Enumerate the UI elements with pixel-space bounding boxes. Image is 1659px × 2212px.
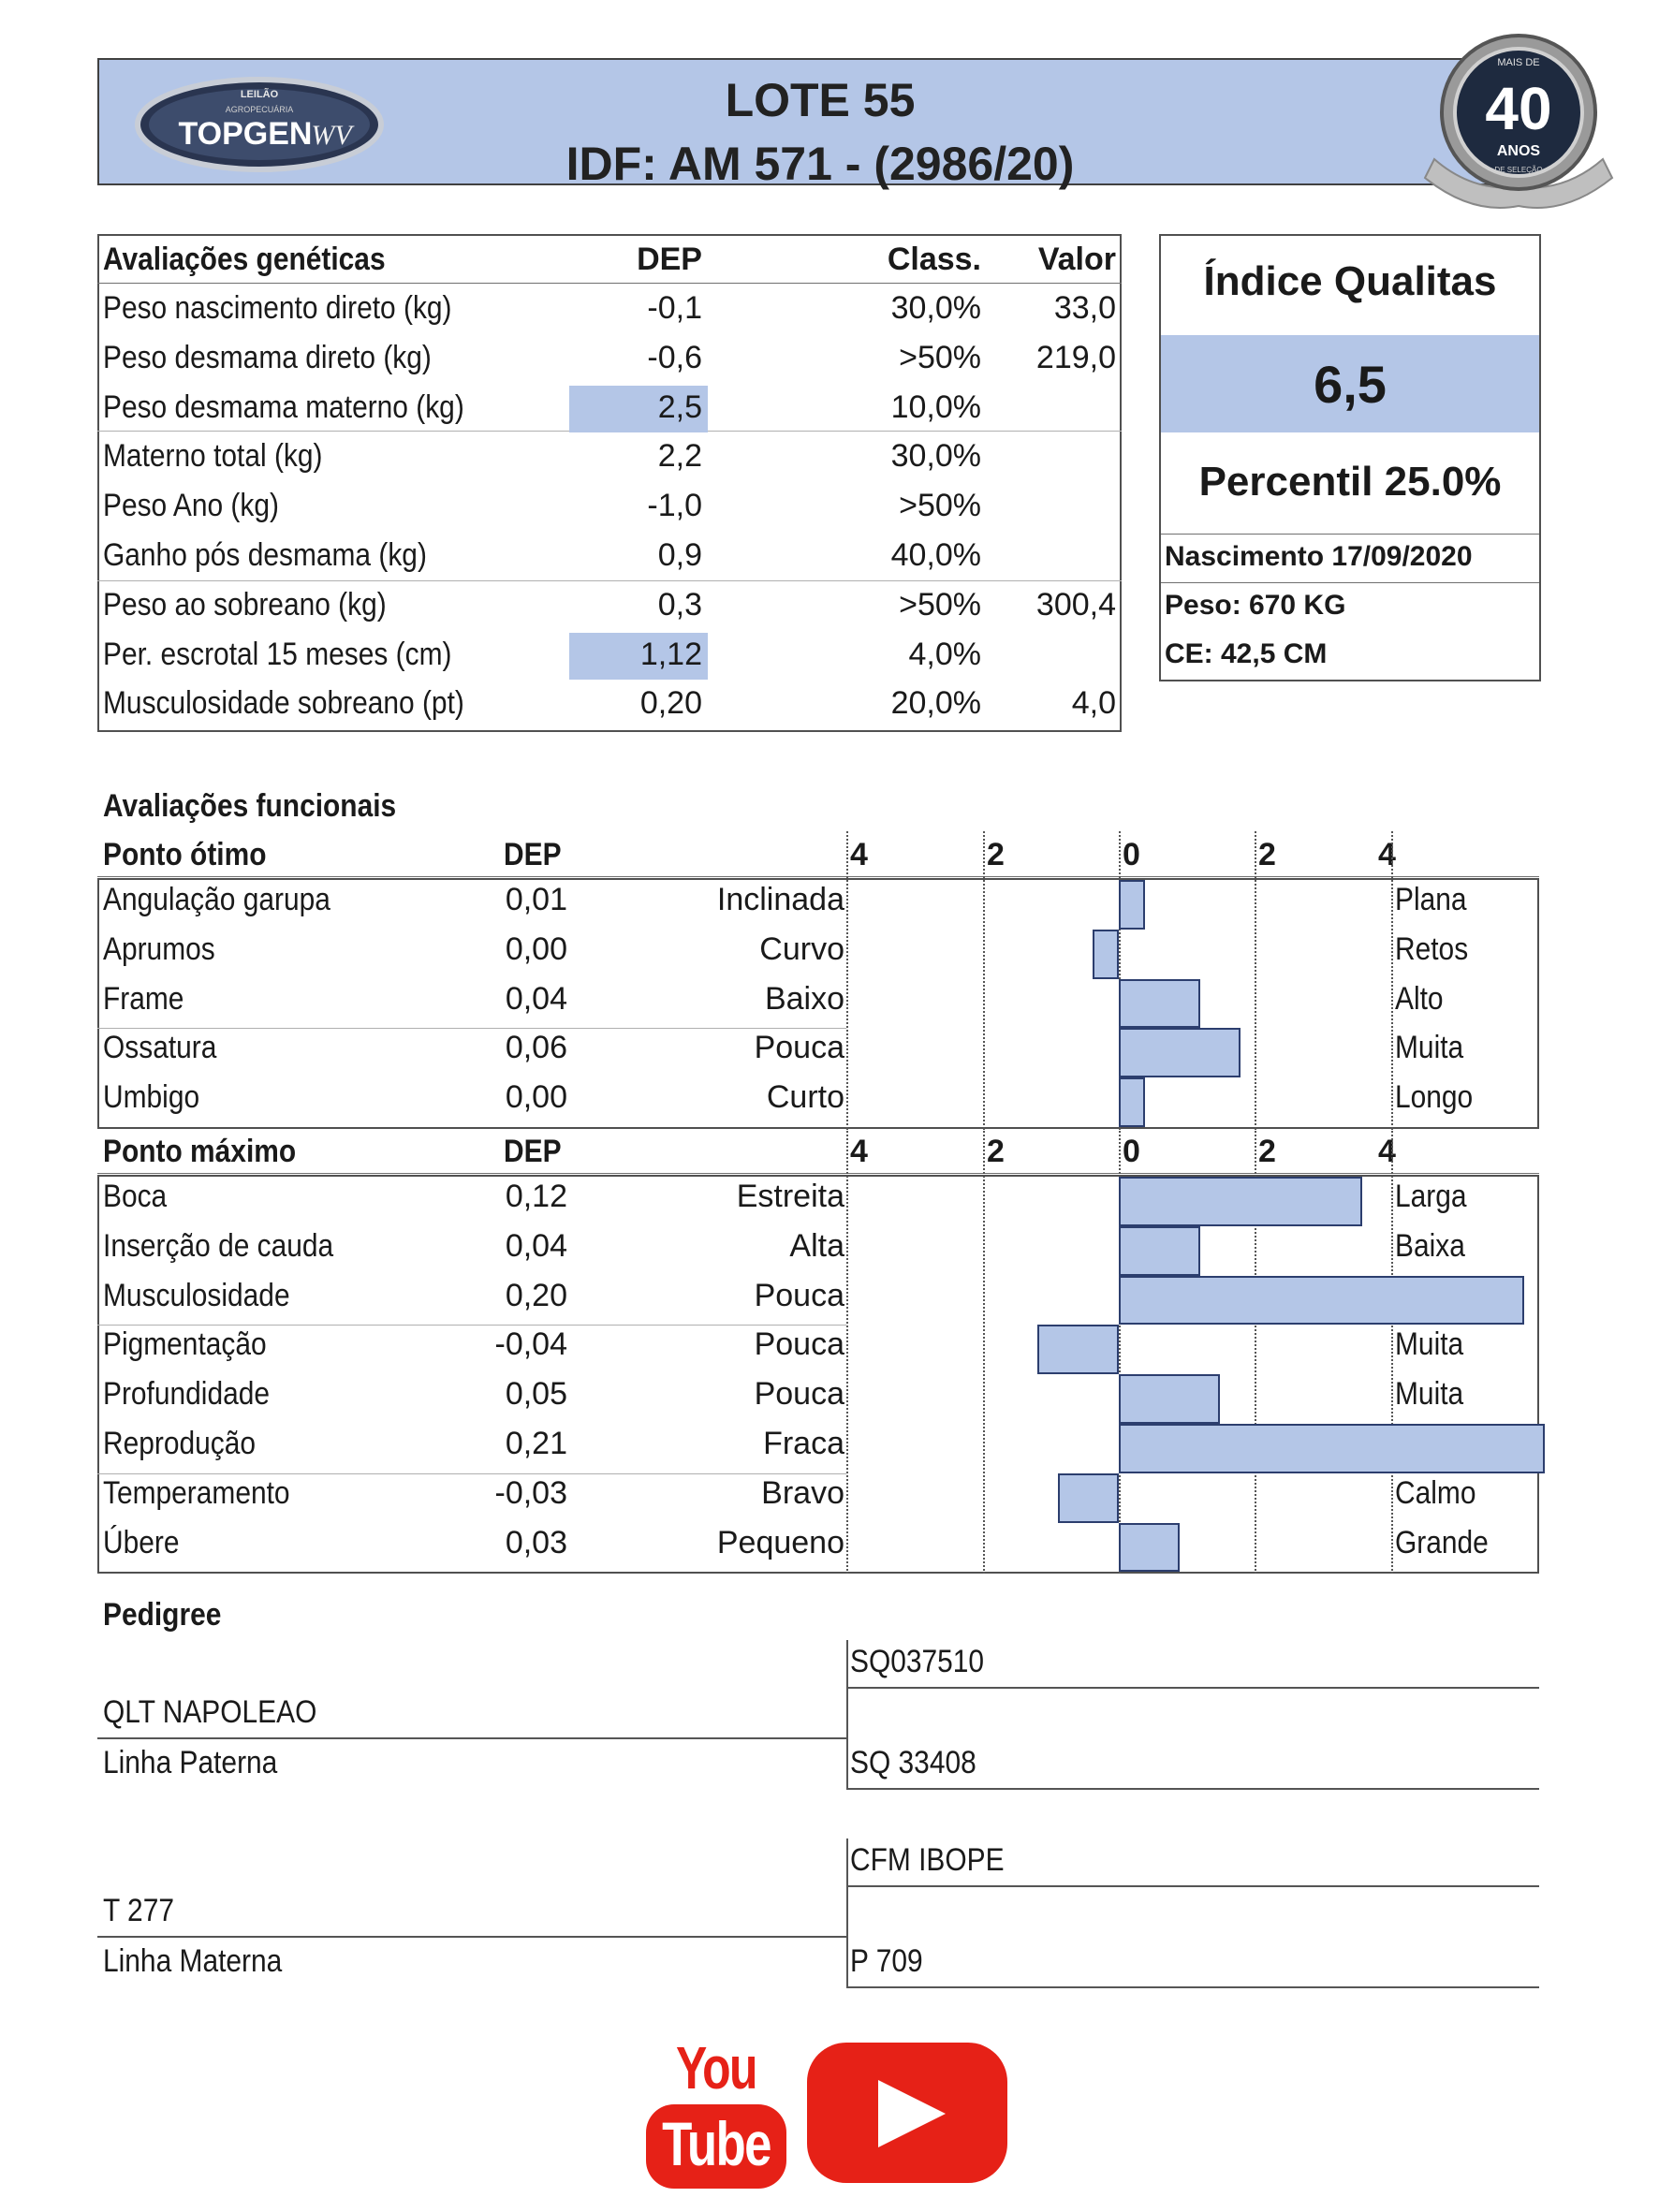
- functional-bar: [1058, 1473, 1119, 1523]
- functional-row-name: Inserção de cauda: [103, 1227, 334, 1264]
- divider: [97, 876, 1539, 877]
- genetic-row-dep: 0,20: [639, 685, 702, 722]
- functional-row-dep: 0,03: [505, 1524, 567, 1560]
- qualitas-title: Índice Qualitas: [1203, 258, 1497, 304]
- functional-row-right-label: Alto: [1395, 980, 1444, 1017]
- divider: [97, 1473, 846, 1474]
- functional-group-header: Ponto máximo: [103, 1134, 297, 1169]
- pedigree-line: [846, 1788, 1539, 1790]
- functional-row-name: Ossatura: [103, 1030, 217, 1066]
- genetic-row-dep: 2,5: [657, 388, 702, 425]
- genetic-row-dep: -1,0: [647, 488, 702, 524]
- functional-row-dep: 0,00: [505, 930, 567, 967]
- badge-unit: ANOS: [1496, 143, 1541, 159]
- gridline: [983, 1128, 985, 1574]
- functional-row-dep: 0,04: [505, 980, 567, 1017]
- functional-row-dep: 0,01: [505, 882, 567, 917]
- functional-row-left-label: Baixo: [764, 980, 844, 1017]
- functional-row-right-label: Longo: [1395, 1079, 1474, 1116]
- functional-row-name: Temperamento: [103, 1474, 290, 1511]
- genetic-row-class: 20,0%: [890, 685, 981, 722]
- functional-row-left-label: Alta: [789, 1227, 844, 1264]
- pedigree-dam: T 277: [103, 1893, 174, 1928]
- functional-group-dep-header: DEP: [504, 1134, 562, 1169]
- functional-row-dep: 0,00: [505, 1079, 567, 1116]
- badge-bottom-text: DE SELEÇÃO: [1494, 166, 1543, 174]
- functional-row-name: Umbigo: [103, 1079, 200, 1116]
- genetic-row-class: >50%: [899, 488, 981, 524]
- scale-tick-label: 2: [1258, 1134, 1276, 1169]
- genetic-row-name: Peso ao sobreano (kg): [103, 586, 387, 623]
- divider: [97, 1325, 846, 1326]
- functional-bar: [1119, 1077, 1145, 1127]
- pedigree-sire: QLT NAPOLEAO: [103, 1694, 317, 1730]
- genetic-row-value: 300,4: [1035, 586, 1116, 623]
- scale-tick-label: 2: [987, 837, 1005, 872]
- logo-brand-suffix: WV: [311, 120, 352, 151]
- functional-row-name: Profundidade: [103, 1376, 271, 1413]
- genetic-row-class: 40,0%: [890, 537, 981, 573]
- functional-row-right-label: Grande: [1395, 1524, 1489, 1560]
- play-icon: [874, 2078, 949, 2149]
- functional-row-left-label: Estreita: [736, 1179, 844, 1214]
- genetic-row-dep: 0,9: [657, 537, 702, 573]
- genetic-row-name: Per. escrotal 15 meses (cm): [103, 636, 452, 672]
- genetic-row-class: >50%: [899, 339, 981, 375]
- functional-row-dep: 0,04: [505, 1227, 567, 1264]
- functional-row-dep: 0,12: [505, 1179, 567, 1214]
- functional-row-left-label: Pequeno: [716, 1524, 844, 1560]
- genetic-row-name: Ganho pós desmama (kg): [103, 537, 427, 573]
- functional-bar: [1119, 979, 1200, 1029]
- qualitas-percentile: Percentil 25.0%: [1198, 459, 1502, 505]
- lot-title: LOTE 55: [725, 74, 916, 126]
- genetic-header-class: Class.: [887, 242, 981, 277]
- divider: [97, 283, 1122, 284]
- gridline: [846, 831, 848, 1129]
- gridline: [1391, 831, 1393, 1129]
- header-banner: [97, 58, 1541, 190]
- logo-top-text: LEILÃO: [240, 89, 279, 100]
- functional-row-right-label: Muita: [1395, 1326, 1464, 1363]
- divider: [1161, 534, 1539, 535]
- functional-group-dep-header: DEP: [504, 837, 562, 872]
- pedigree-bracket-paternal: [846, 1640, 848, 1790]
- genetic-row-class: 10,0%: [890, 388, 981, 425]
- scale-tick-label: 0: [1123, 1134, 1140, 1169]
- functional-bar: [1119, 1226, 1200, 1276]
- youtube-tube-pill: [646, 2104, 786, 2189]
- functional-row-name: Boca: [103, 1179, 168, 1214]
- functional-row-name: Angulação garupa: [103, 882, 330, 917]
- genetic-row-name: Peso desmama direto (kg): [103, 339, 432, 375]
- functional-row-right-label: Muita: [1395, 1376, 1464, 1413]
- pedigree-title: Pedigree: [103, 1597, 222, 1633]
- logo-small-text: AGROPECUÁRIA: [225, 105, 294, 114]
- pedigree-sire-sire: SQ037510: [850, 1644, 985, 1679]
- functional-bar: [1119, 1028, 1241, 1077]
- functional-row-dep: 0,05: [505, 1376, 567, 1413]
- functional-row-dep: 0,21: [505, 1426, 567, 1461]
- gridline: [846, 1128, 848, 1574]
- scale-tick-label: 0: [1123, 837, 1140, 872]
- anniversary-badge: [1416, 19, 1622, 225]
- functional-row-right-label: Plana: [1395, 882, 1467, 917]
- logo-brand: TOPGEN: [178, 116, 313, 152]
- genetic-row-value: 219,0: [1035, 339, 1116, 375]
- functional-row-dep: -0,04: [494, 1326, 567, 1363]
- pedigree-line: [846, 1687, 1539, 1689]
- genetic-header-name: Avaliações genéticas: [103, 242, 386, 277]
- functional-bar: [1119, 1276, 1524, 1326]
- genetic-row-dep: 2,2: [657, 438, 702, 475]
- functional-row-name: Pigmentação: [103, 1326, 267, 1363]
- scale-tick-label: 4: [850, 1134, 868, 1169]
- genetic-row-name: Peso nascimento direto (kg): [103, 290, 452, 326]
- scale-tick-label: 2: [987, 1134, 1005, 1169]
- functional-bar: [1093, 930, 1119, 979]
- functional-row-left-label: Pouca: [754, 1030, 844, 1066]
- gridline: [1255, 831, 1256, 1129]
- functional-row-right-label: Baixa: [1395, 1227, 1465, 1264]
- genetic-header-dep: DEP: [637, 242, 702, 277]
- functional-bar: [1119, 1523, 1180, 1573]
- topgen-logo: [133, 71, 386, 174]
- genetic-row-name: Peso desmama materno (kg): [103, 388, 464, 425]
- functional-row-right-label: Calmo: [1395, 1474, 1476, 1511]
- qualitas-weight: Peso: 670 KG: [1165, 590, 1346, 621]
- genetic-row-value: 4,0: [1071, 685, 1116, 722]
- youtube-word-you: You: [676, 2034, 756, 2102]
- divider: [97, 1028, 846, 1029]
- qualitas-ce: CE: 42,5 CM: [1165, 638, 1328, 669]
- pedigree-line: [97, 1936, 846, 1938]
- functional-row-dep: 0,06: [505, 1030, 567, 1066]
- youtube-wordmark-link[interactable]: [646, 2033, 786, 2192]
- pedigree-dam-sire: CFM IBOPE: [850, 1842, 1005, 1878]
- scale-tick-label: 4: [1378, 837, 1396, 872]
- functional-row-right-label: Larga: [1395, 1179, 1467, 1214]
- functional-row-name: Musculosidade: [103, 1277, 290, 1313]
- pedigree-bracket-maternal: [846, 1838, 848, 1988]
- functional-row-left-label: Pouca: [754, 1326, 844, 1363]
- genetic-row-dep: -0,6: [647, 339, 702, 375]
- functional-bar: [1119, 1424, 1545, 1473]
- functional-row-left-label: Curvo: [759, 930, 844, 967]
- gridline: [983, 831, 985, 1129]
- functional-title: Avaliações funcionais: [103, 788, 397, 824]
- functional-bar: [1037, 1325, 1119, 1374]
- functional-row-name: Úbere: [103, 1524, 180, 1560]
- idf-title: IDF: AM 571 - (2986/20): [565, 138, 1075, 190]
- functional-row-left-label: Pouca: [754, 1277, 844, 1313]
- qualitas-value: 6,5: [1314, 355, 1387, 414]
- functional-row-name: Reprodução: [103, 1426, 257, 1461]
- gridline: [1391, 1128, 1393, 1574]
- functional-row-name: Aprumos: [103, 930, 215, 967]
- functional-group-header: Ponto ótimo: [103, 837, 267, 872]
- pedigree-line: [846, 1986, 1539, 1988]
- functional-row-name: Frame: [103, 980, 184, 1017]
- functional-row-dep: 0,20: [505, 1277, 567, 1313]
- functional-bar: [1119, 1177, 1362, 1226]
- pedigree-dam-dam: P 709: [850, 1943, 923, 1979]
- scale-tick-label: 4: [850, 837, 868, 872]
- genetic-row-dep: -0,1: [647, 290, 702, 326]
- genetic-row-name: Peso Ano (kg): [103, 488, 279, 524]
- genetic-row-dep: 1,12: [639, 636, 702, 672]
- badge-number: 40: [1485, 75, 1552, 142]
- functional-row-left-label: Fraca: [763, 1426, 844, 1461]
- functional-bar: [1119, 1374, 1220, 1424]
- divider: [97, 580, 1122, 581]
- badge-top-text: MAIS DE: [1497, 57, 1540, 68]
- genetic-row-dep: 0,3: [657, 586, 702, 623]
- functional-row-left-label: Curto: [766, 1079, 844, 1116]
- divider: [97, 1173, 1539, 1174]
- genetic-row-name: Musculosidade sobreano (pt): [103, 685, 464, 722]
- youtube-word-tube: Tube: [662, 2109, 771, 2178]
- functional-bar: [1119, 880, 1145, 930]
- pedigree-line: [846, 1885, 1539, 1887]
- genetic-row-class: 4,0%: [908, 636, 981, 672]
- functional-row-right-label: Muita: [1395, 1030, 1464, 1066]
- pedigree-line: [97, 1737, 846, 1739]
- qualitas-box: [1159, 234, 1541, 681]
- genetic-row-value: 33,0: [1053, 290, 1116, 326]
- pedigree-sire-dam: SQ 33408: [850, 1745, 976, 1780]
- genetic-row-name: Materno total (kg): [103, 438, 323, 475]
- functional-row-left-label: Pouca: [754, 1376, 844, 1413]
- functional-row-left-label: Inclinada: [716, 882, 844, 917]
- pedigree-dam-label: Linha Materna: [103, 1943, 283, 1979]
- youtube-play-button[interactable]: [807, 2043, 1007, 2183]
- functional-row-right-label: Retos: [1395, 930, 1469, 967]
- divider: [1161, 582, 1539, 583]
- genetic-row-class: 30,0%: [890, 438, 981, 475]
- functional-row-left-label: Bravo: [761, 1474, 844, 1511]
- genetic-row-class: 30,0%: [890, 290, 981, 326]
- scale-tick-label: 4: [1378, 1134, 1396, 1169]
- pedigree-sire-label: Linha Paterna: [103, 1745, 278, 1780]
- genetic-header-value: Valor: [1037, 242, 1116, 277]
- scale-tick-label: 2: [1258, 837, 1276, 872]
- functional-row-dep: -0,03: [494, 1474, 567, 1511]
- genetic-row-class: >50%: [899, 586, 981, 623]
- qualitas-birth: Nascimento 17/09/2020: [1165, 541, 1473, 572]
